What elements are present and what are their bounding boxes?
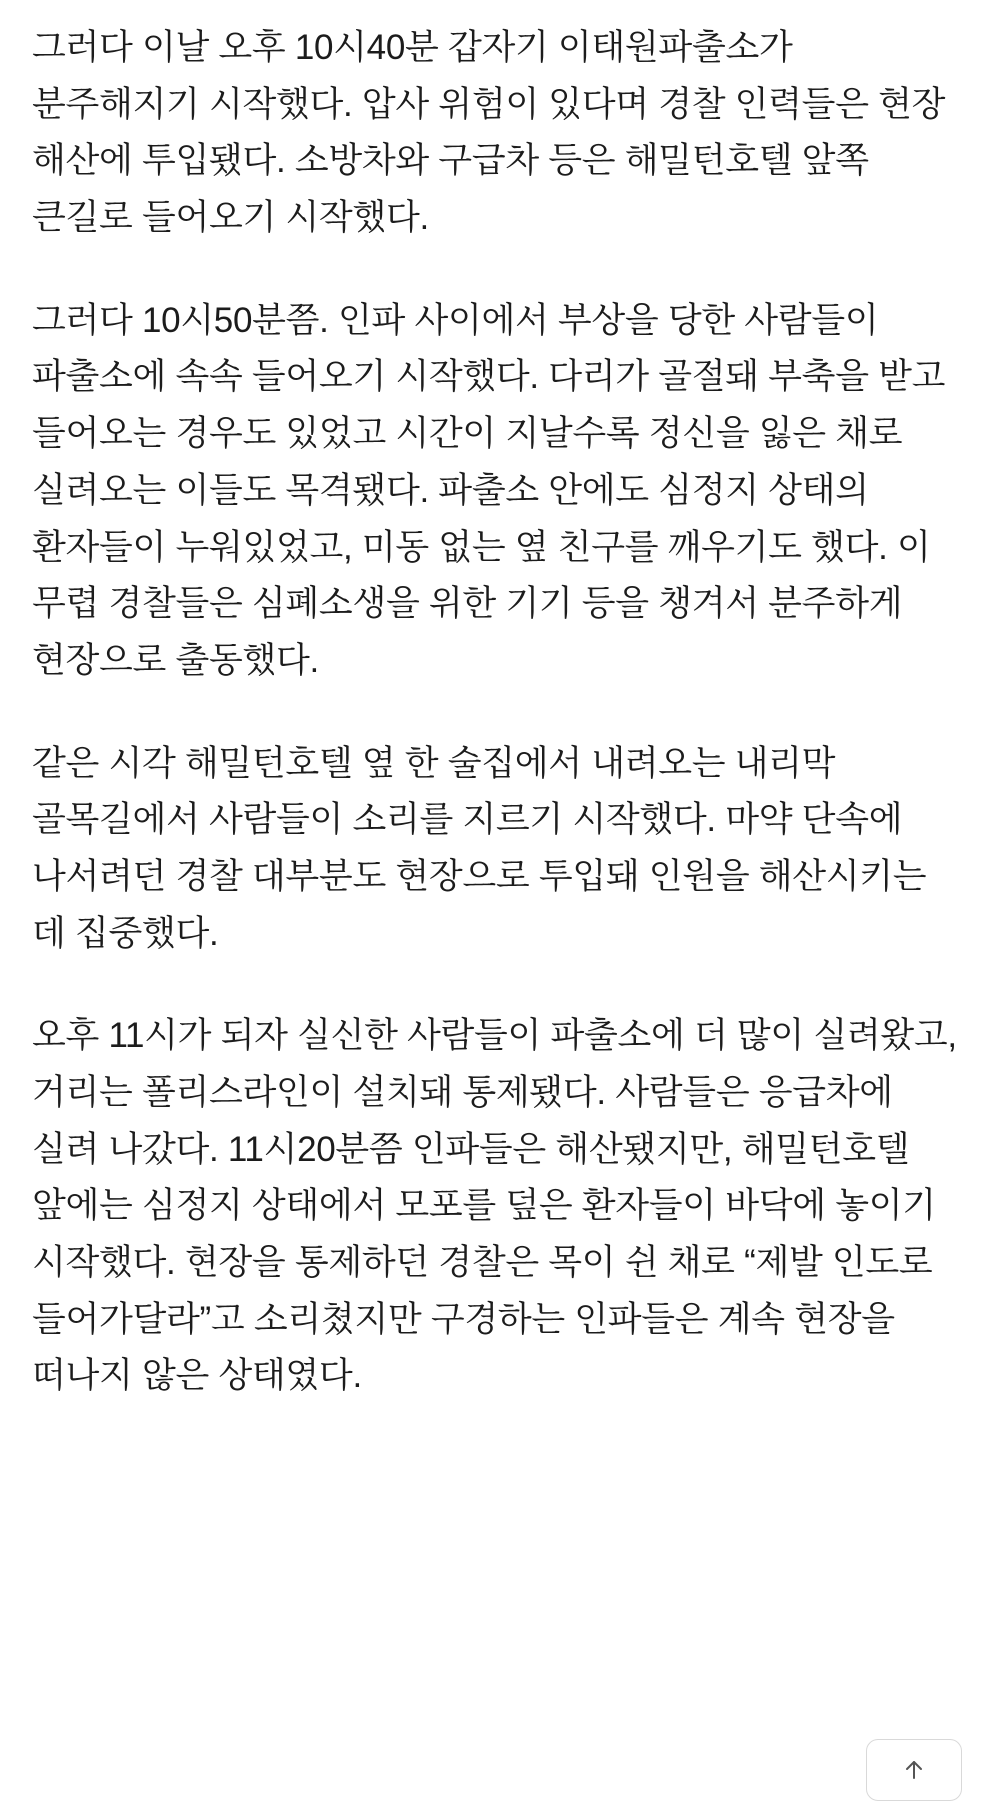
- scroll-to-top-icon: [901, 1756, 927, 1782]
- article-paragraph: 같은 시각 해밀턴호텔 옆 한 술집에서 내려오는 내리막 골목길에서 사람들이 소리를 지르기 시작했다. 마약 단속에 나서려던 경찰 대부분도 현장으로 투입돼 인원을 해산시키는 데 집중했다.: [32, 743, 927, 953]
- scroll-to-top-button[interactable]: [866, 1739, 962, 1801]
- article-paragraph: 오후 11시가 되자 실신한 사람들이 파출소에 더 많이 실려왔고, 거리는 폴리스라인이 설치돼 통제됐다. 사람들은 응급차에 실려 나갔다. 11시20분쯤 인파들은 해산됐지만, 해밀턴호텔 앞에는 심정지 상태에서 모포를 덮은 환자들이 바닥에 놓이기 시작했다. 현장을 통제하던 경찰은 목이 쉰 채로 “제발 인도로 들어가달라”고 소리쳤지만 구경하는 인파들은 계속 현장을 떠나지 않은 상태였다.: [32, 1016, 957, 1396]
- article-paragraph: 그러다 10시50분쯤. 인파 사이에서 부상을 당한 사람들이 파출소에 속속 들어오기 시작했다. 다리가 골절돼 부축을 받고 들어오는 경우도 있었고 시간이 지날수록 정신을 잃은 채로 실려오는 이들도 목격됐다. 파출소 안에도 심정지 상태의 환자들이 누워있었고, 미동 없는 옆 친구를 깨우기도 했다. 이 무렵 경찰들은 심폐소생을 위한 기기 등을 챙겨서 분주하게 현장으로 출동했다.: [32, 300, 946, 680]
- article-paragraph: 그러다 이날 오후 10시40분 갑자기 이태원파출소가 분주해지기 시작했다. 압사 위험이 있다며 경찰 인력들은 현장 해산에 투입됐다. 소방차와 구급차 등은 해밀턴호텔 앞쪽 큰길로 들어오기 시작했다.: [32, 28, 946, 238]
